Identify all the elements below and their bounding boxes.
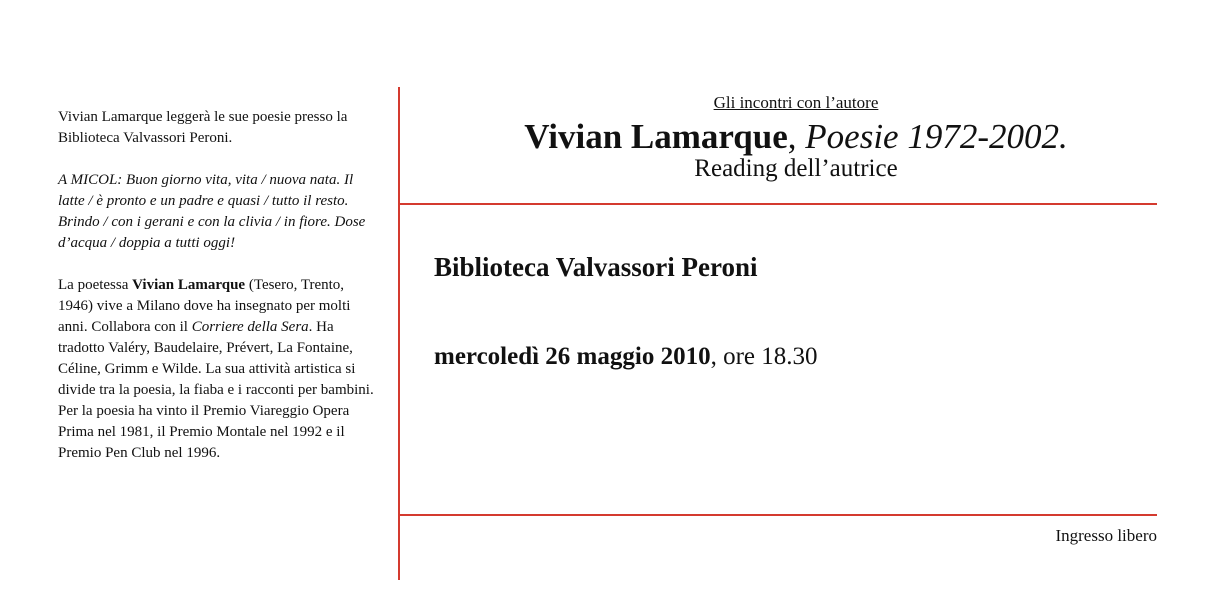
- title-work: Poesie 1972-2002.: [805, 117, 1068, 156]
- bio-newspaper: Corriere della Sera: [191, 319, 309, 335]
- bio-part-2: . Ha tradotto Valéry, Baudelaire, Prévert, La Fontaine, Céline, Grimm e Wilde. La sua attività artistica si divide tra la poesia, la fiaba e i racconti per bambini. Per la poesia ha vinto il Premio Viareggio Opera Prima nel 1981, il Premio Montale nel 1992 e il Premio Pen Club nel 1996.: [58, 319, 374, 461]
- event-datetime: [434, 341, 818, 373]
- intro-text: Vivian Lamarque leggerà le sue poesie presso la Biblioteca Valvassori Peroni.: [58, 109, 348, 146]
- admission-note: Ingresso libero: [1055, 526, 1157, 545]
- event-date: mercoledì 26 maggio 2010: [434, 343, 711, 370]
- event-time: , ore 18.30: [710, 343, 818, 370]
- bio-prefix: La poetessa: [58, 277, 133, 293]
- header-block: [400, 92, 1192, 184]
- title-separator: ,: [787, 117, 806, 156]
- bio-author-name: Vivian Lamarque: [132, 277, 246, 293]
- series-title: Gli incontri con l’autore: [713, 93, 879, 112]
- bio-part-1: (Tesero, Trento, 1946) vive a Milano dove ha insegnato per molti anni. Collabora con il: [58, 277, 351, 335]
- author-bio: [58, 275, 380, 464]
- left-column: [58, 107, 380, 464]
- venue: Biblioteca Valvassori Peroni: [434, 252, 758, 282]
- main-title: [400, 116, 1192, 158]
- title-author: Vivian Lamarque: [524, 117, 788, 156]
- bottom-horizontal-divider: [398, 514, 1157, 516]
- top-horizontal-divider: [398, 203, 1157, 205]
- poem-excerpt: A MICOL: Buon giorno vita, vita / nuova nata. Il latte / è pronto e un padre e quasi / tutto il resto. Brindo / con i gerani e con la clivia / in fiore. Dose d’acqua / doppia a tutti oggi!: [58, 172, 366, 251]
- subtitle: Reading dell’autrice: [694, 155, 898, 182]
